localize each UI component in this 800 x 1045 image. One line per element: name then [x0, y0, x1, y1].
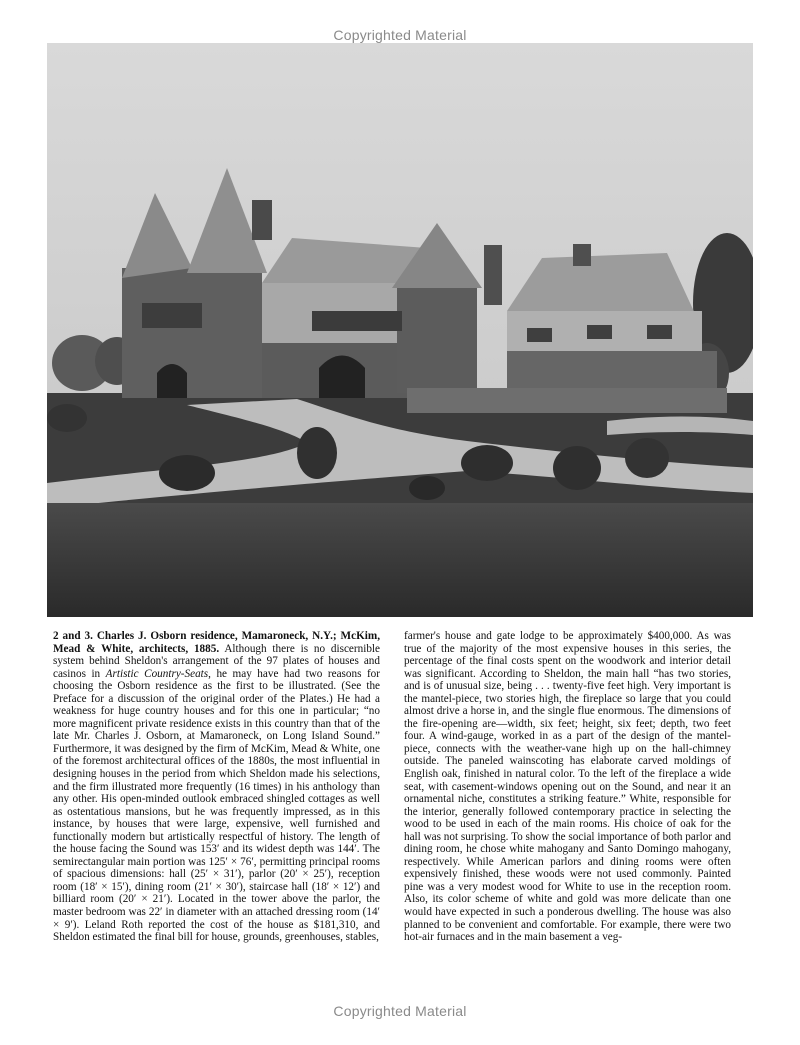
caption-paragraph — [53, 630, 380, 944]
photograph-illustration — [47, 43, 753, 617]
body-text-part-1: Although there is no discernible system behind Sheldon's arrangement of the 97 plates of houses and casinos in — [53, 642, 380, 680]
text-column-left — [53, 630, 380, 944]
house-photograph — [47, 43, 753, 617]
book-title: Artistic Country-Seats — [105, 667, 209, 680]
text-column-right — [404, 630, 731, 944]
caption-heading: 2 and 3. Charles J. Osborn residence, Mamaroneck, N.Y.; McKim, Mead & White, architects, 1885. — [53, 630, 380, 655]
watermark-bottom: Copyrighted Material — [333, 1003, 467, 1019]
watermark-top: Copyrighted Material — [333, 27, 467, 43]
body-text-part-2: , he may have had two reasons for choosing the Osborn residence as the first to be illustrated. (See the Preface for a discussion of the original order of the Plates.) He had a weakness for huge country houses and for this one in particular; “no more magnificent private residence exists in this country than that of the late Mr. Charles J. Osborn, at Mamaroneck, on Long Island Sound.” Furthermore, it was designed by the firm of McKim, Mead & White, one of the foremost architectural offices of the 1880s, the most influential in designing houses in the period from which Sheldon made his selections, and the firm illustrated more frequently (16 times) in his anthology than any other. His open-minded outlook embraced shingled cottages as well as ostentatious mansions, but he was frequently impressed, as in this instance, by houses that were large, expensive, well furnished and functionally modern but artistically respectful of history. The length of the house facing the Sound was 153′ and its widest depth was 144′. The semirectangular main portion was 125′ × 76′, permitting principal rooms of spacious dimensions: hall (25′ × 31′), parlor (20′ × 25′), reception room (18′ × 15′), dining room (21′ × 30′), staircase hall (18′ × 12′) and billiard room (20′ × 21′). Located in the tower above the parlor, the master bedroom was 22′ in diameter with an attached dressing room (14′ × 9′). Leland Roth reported the cost of the house as $181,310, and Sheldon estimated the final bill for house, grounds, greenhouses, stables, — [53, 667, 380, 944]
body-text-continued: farmer's house and gate lodge to be approximately $400,000. As was true of the majority of the most expensive houses in this series, the percentage of the final costs spent on the woodwork and interior detail was significant. According to Sheldon, the main hall “has two stories, and is of unusual size, being . . . twenty-five feet high. Very important is the mantel-piece, two stories high, the fireplace so large that you could almost drive a horse in, and the single flue enormous. The dimensions of the fire-opening are—width, six feet; height, six feet; depth, two feet four. A wind-gauge, worked in as a part of the design of the mantel-piece, connects with the weather-vane high up on the hall-chimney outside. The paneled wainscoting has elaborate carved moldings of English oak, finished in natural color. To the left of the fireplace a wide seat, with casement-windows opening out on the Sound, and near it an ornamental niche, constitutes a striking feature.” White, responsible for the interior, generally followed contemporary practice in selecting the wood to be used in each of the main rooms. His choice of oak for the hall was not surprising. To show the social importance of both parlor and dining room, he chose white mahogany and Santo Domingo mahogany, respectively. While American parlors and dining rooms were often expensively finished, these woods were not used commonly. Painted pine was a very modest wood for White to use in the reception room. Also, its color scheme of white and gold was more delicate than one would have expected in such a ponderous dwelling. The house was also planned to be convenient and comfortable. For example, there were two hot-air furnaces and in the main basement a veg- — [404, 630, 731, 944]
